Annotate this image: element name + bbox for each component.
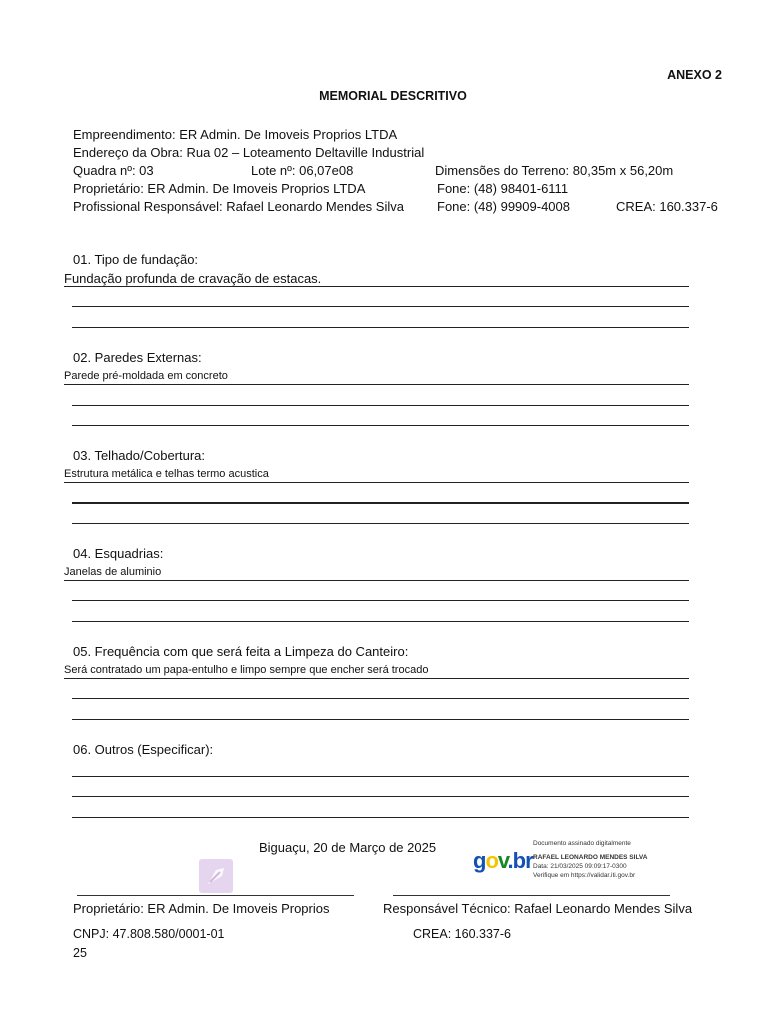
answer-line [72,523,689,524]
answer-line [64,286,689,287]
cnpj-value: CNPJ: 47.808.580/0001-01 [73,927,225,941]
tech-label: Responsável Técnico: Rafael Leonardo Mendes Silva [383,901,693,916]
stamp-date: Data: 21/03/2025 09:09:17-0300 [533,863,627,870]
fone-proprietario: Fone: (48) 98401-6111 [437,181,569,196]
signature-watermark-icon [199,859,233,893]
section-title: 06. Outros (Especificar): [73,742,214,757]
owner-signature-line [77,895,354,896]
answer-line [72,425,689,426]
owner-label: Proprietário: ER Admin. De Imoveis Proprios [73,901,330,916]
section-answer: Parede pré-moldada em concreto [64,370,228,382]
answer-line [72,405,689,406]
answer-line [72,817,689,818]
answer-line [72,306,689,307]
section-answer: Será contratado um papa-entulho e limpo sempre que encher será trocado [64,664,429,676]
section-answer: Estrutura metálica e telhas termo acustica [64,468,269,480]
endereco-line: Endereço da Obra: Rua 02 – Loteamento Deltaville Industrial [73,145,425,160]
section-title: 03. Telhado/Cobertura: [73,448,206,463]
document-title: MEMORIAL DESCRITIVO [319,89,467,103]
answer-line [72,698,689,699]
answer-line [64,384,689,385]
footer-crea-value: CREA: 160.337-6 [413,927,511,941]
section-title: 02. Paredes Externas: [73,350,202,365]
answer-line [72,621,689,622]
empreendimento-line: Empreendimento: ER Admin. De Imoveis Proprios LTDA [73,127,398,142]
answer-line [72,796,689,797]
dimensoes-value: Dimensões do Terreno: 80,35m x 56,20m [435,163,674,178]
section-title: 01. Tipo de fundação: [73,252,199,267]
tech-signature-line [393,895,670,896]
answer-line [64,580,689,581]
crea-value: CREA: 160.337-6 [616,199,718,214]
answer-line [72,327,689,328]
answer-line [72,502,689,504]
date-location: Biguaçu, 20 de Março de 2025 [259,840,437,855]
answer-line [72,719,689,720]
govbr-logo: gov.br [473,848,533,873]
answer-line [72,600,689,601]
stamp-verify-link[interactable]: Verifique em https://validar.iti.gov.br [533,872,636,879]
stamp-signer-name: RAFAEL LEONARDO MENDES SILVA [533,854,648,861]
fone-profissional: Fone: (48) 99909-4008 [437,199,570,214]
section-answer: Fundação profunda de cravação de estacas. [64,271,322,286]
annex-label: ANEXO 2 [667,68,722,82]
section-title: 04. Esquadrias: [73,546,164,561]
profissional-line: Profissional Responsável: Rafael Leonardo Mendes Silva [73,199,404,214]
page-number: 25 [73,946,87,960]
lote-value: Lote nº: 06,07e08 [251,163,354,178]
answer-line [64,482,689,483]
stamp-caption: Documento assinado digitalmente [533,840,631,847]
answer-line [64,678,689,679]
proprietario-line: Proprietário: ER Admin. De Imoveis Proprios LTDA [73,181,366,196]
quadra-value: Quadra nº: 03 [73,163,154,178]
answer-line [72,776,689,777]
section-answer: Janelas de aluminio [64,566,162,578]
section-title: 05. Frequência com que será feita a Limpeza do Canteiro: [73,644,409,659]
